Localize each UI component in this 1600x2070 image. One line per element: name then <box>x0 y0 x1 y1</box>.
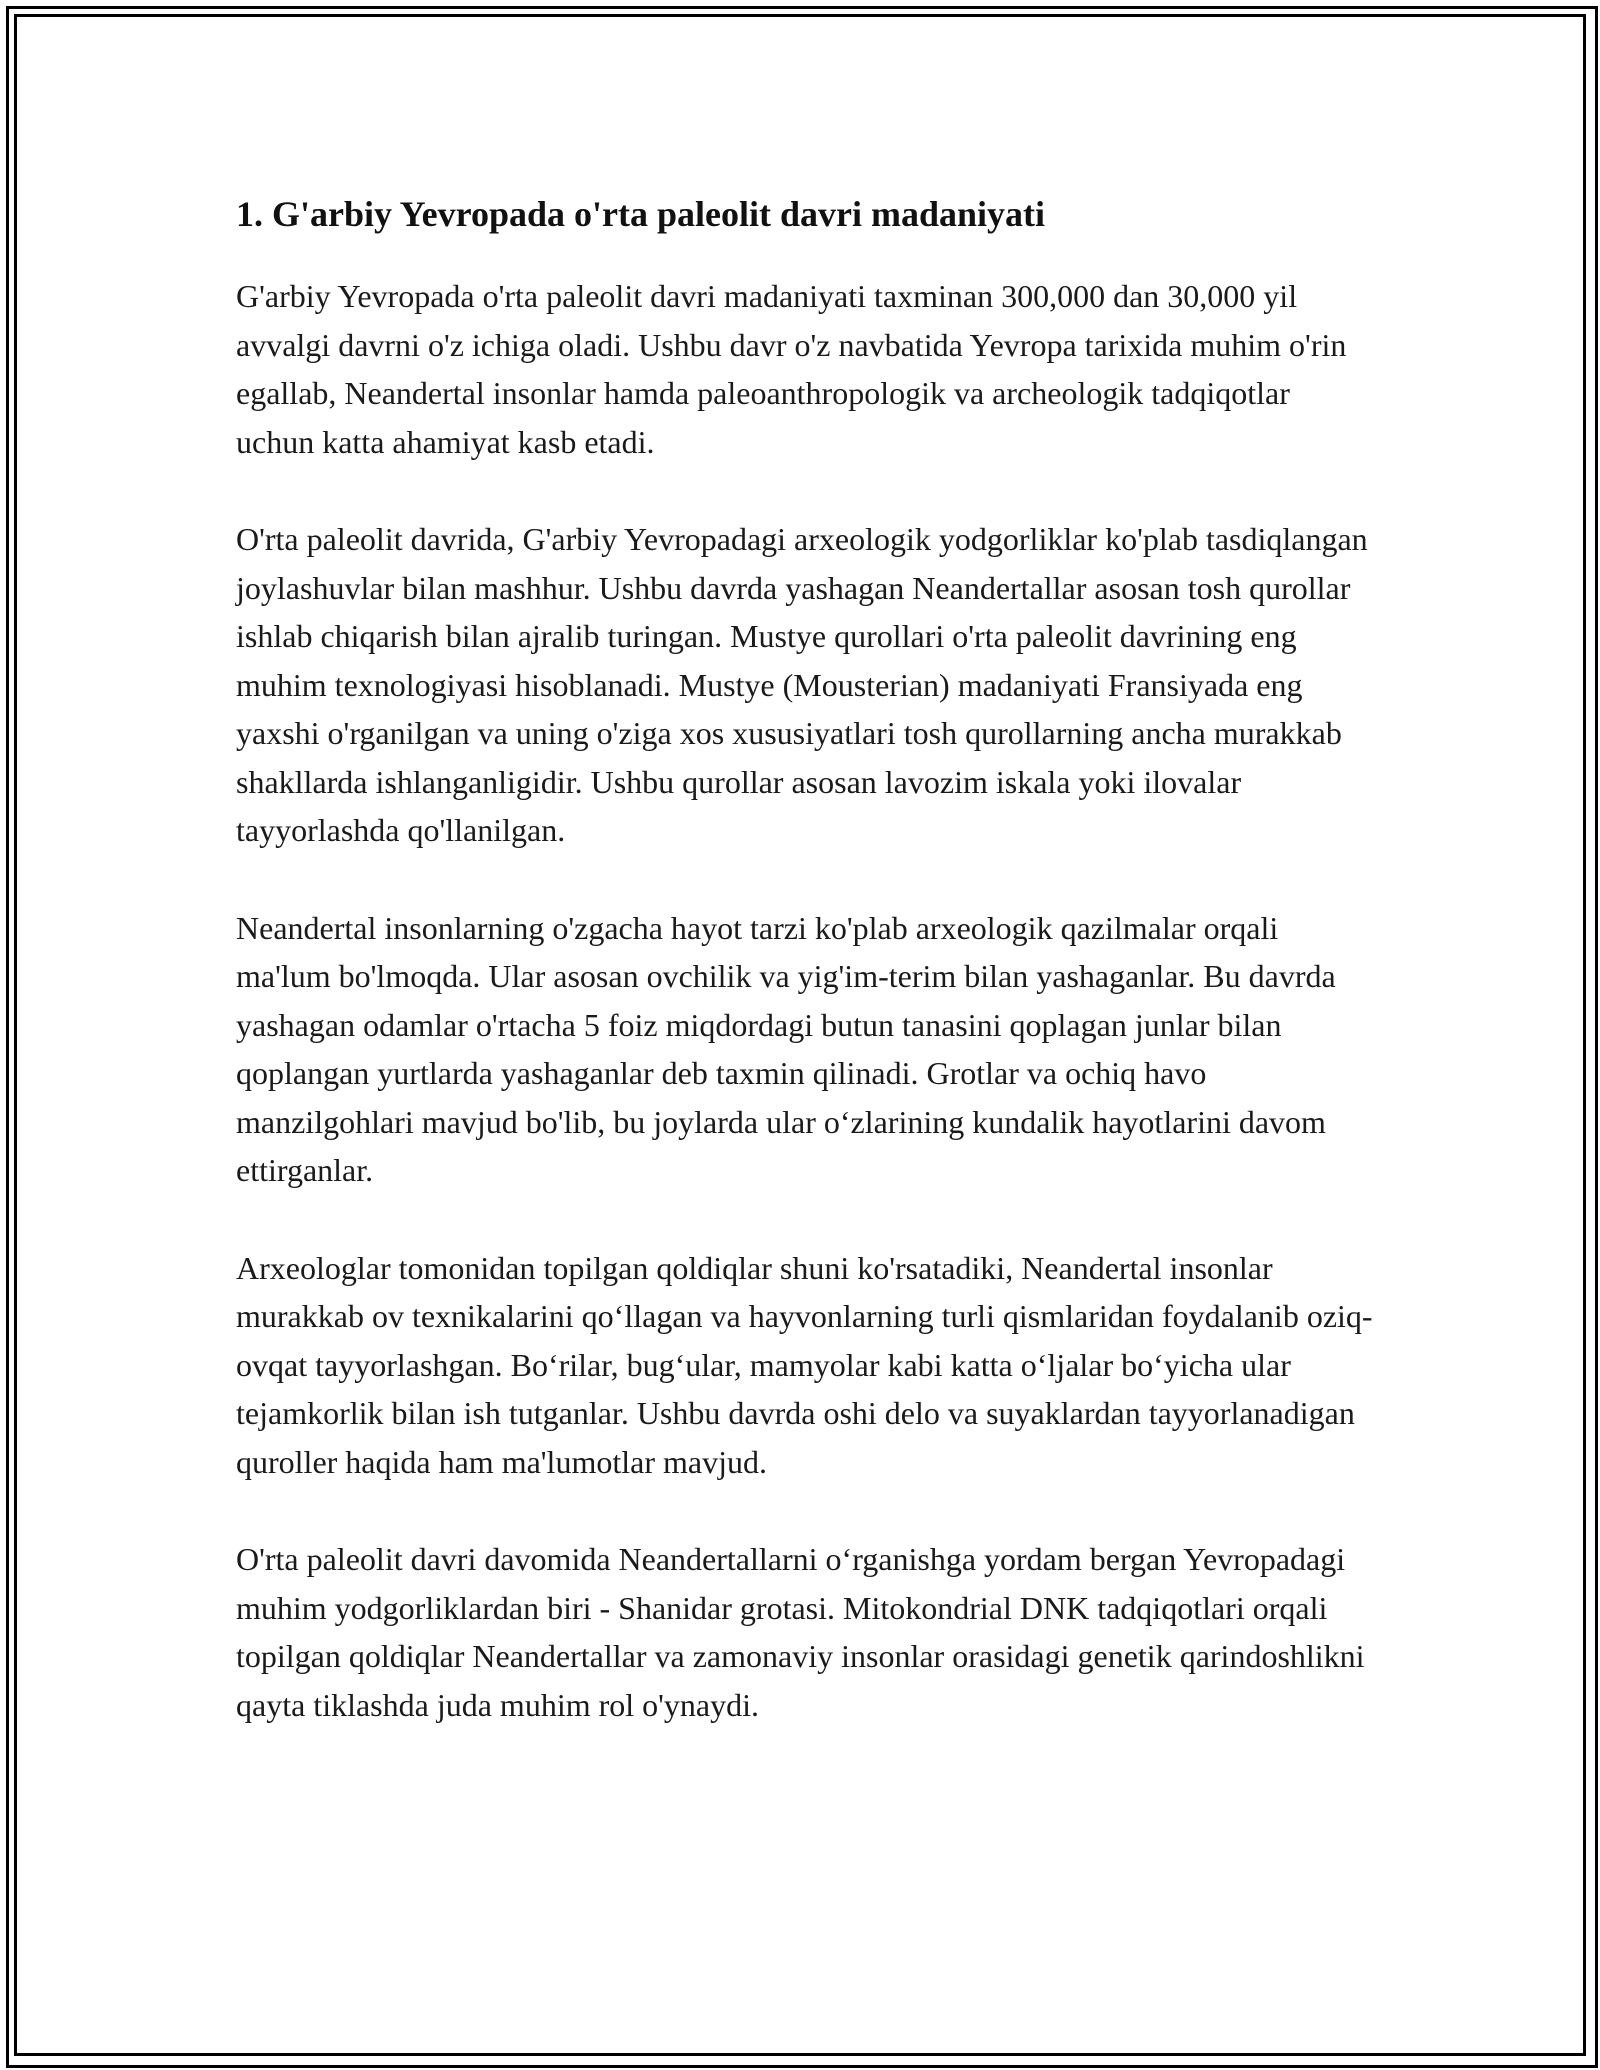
paragraph-2: O'rta paleolit davrida, G'arbiy Yevropadagi arxeologik yodgorliklar ko'plab tasdiqlangan joylashuvlar bilan mashhur. Ushbu davrda yashagan Neandertallar asosan tosh qurollar ishlab chiqarish bilan ajralib turingan. Mustye qurollari o'rta paleolit davrining eng muhim texnologiyasi hisoblanadi. Mustye (Mousterian) madaniyati Fransiyada eng yaxshi o'rganilgan va uning o'ziga xos xususiyatlari tosh qurollarning ancha murakkab shakllarda ishlanganligidir. Ushbu qurollar asosan lavozim iskala yoki ilovalar tayyorlashda qo'llanilgan. <box>236 521 1368 848</box>
document-body <box>236 186 1376 1778</box>
paragraph-3: Neandertal insonlarning o'zgacha hayot tarzi ko'plab arxeologik qazilmalar orqali ma'lum bo'lmoqda. Ular asosan ovchilik va yig'im-terim bilan yashaganlar. Bu davrda yashagan odamlar o'rtacha 5 foiz miqdordagi butun tanasini qoplagan junlar bilan qoplangan yurtlarda yashaganlar deb taxmin qilinadi. Grotlar va ochiq havo manzilgohlari mavjud bo'lib, bu joylarda ular o‘zlarining kundalik hayotlarini davom ettirganlar. <box>236 909 1336 1188</box>
paragraph-1: G'arbiy Yevropada o'rta paleolit davri madaniyati taxminan 300,000 dan 30,000 yil avvalgi davrni o'z ichiga oladi. Ushbu davr o'z navbatida Yevropa tarixida muhim o'rin egallab, Neandertal insonlar hamda paleoanthropologik va archeologik tadqiqotlar uchun katta ahamiyat kasb etadi. <box>236 278 1347 460</box>
paragraph-5: O'rta paleolit davri davomida Neandertallarni o‘rganishga yordam bergan Yevropadagi muhim yodgorliklardan biri - Shanidar grotasi. Mitokondrial DNK tadqiqotlari orqali topilgan qoldiqlar Neandertallar va zamonaviy insonlar orasidagi genetik qarindoshlikni qayta tiklashda juda muhim rol o'ynaydi. <box>236 1541 1365 1723</box>
section-title: 1. G'arbiy Yevropada o'rta paleolit davri madaniyati <box>236 194 1046 234</box>
paragraph-4: Arxeologlar tomonidan topilgan qoldiqlar shuni ko'rsatadiki, Neandertal insonlar murakkab ov texnikalarini qo‘llagan va hayvonlarning turli qismlaridan foydalanib oziq-ovqat tayyorlashgan. Bo‘rilar, bug‘ular, mamyolar kabi katta o‘ljalar bo‘yicha ular tejamkorlik bilan ish tutganlar. Ushbu davrda oshi delo va suyaklardan tayyorlanadigan quroller haqida ham ma'lumotlar mavjud. <box>236 1249 1373 1480</box>
